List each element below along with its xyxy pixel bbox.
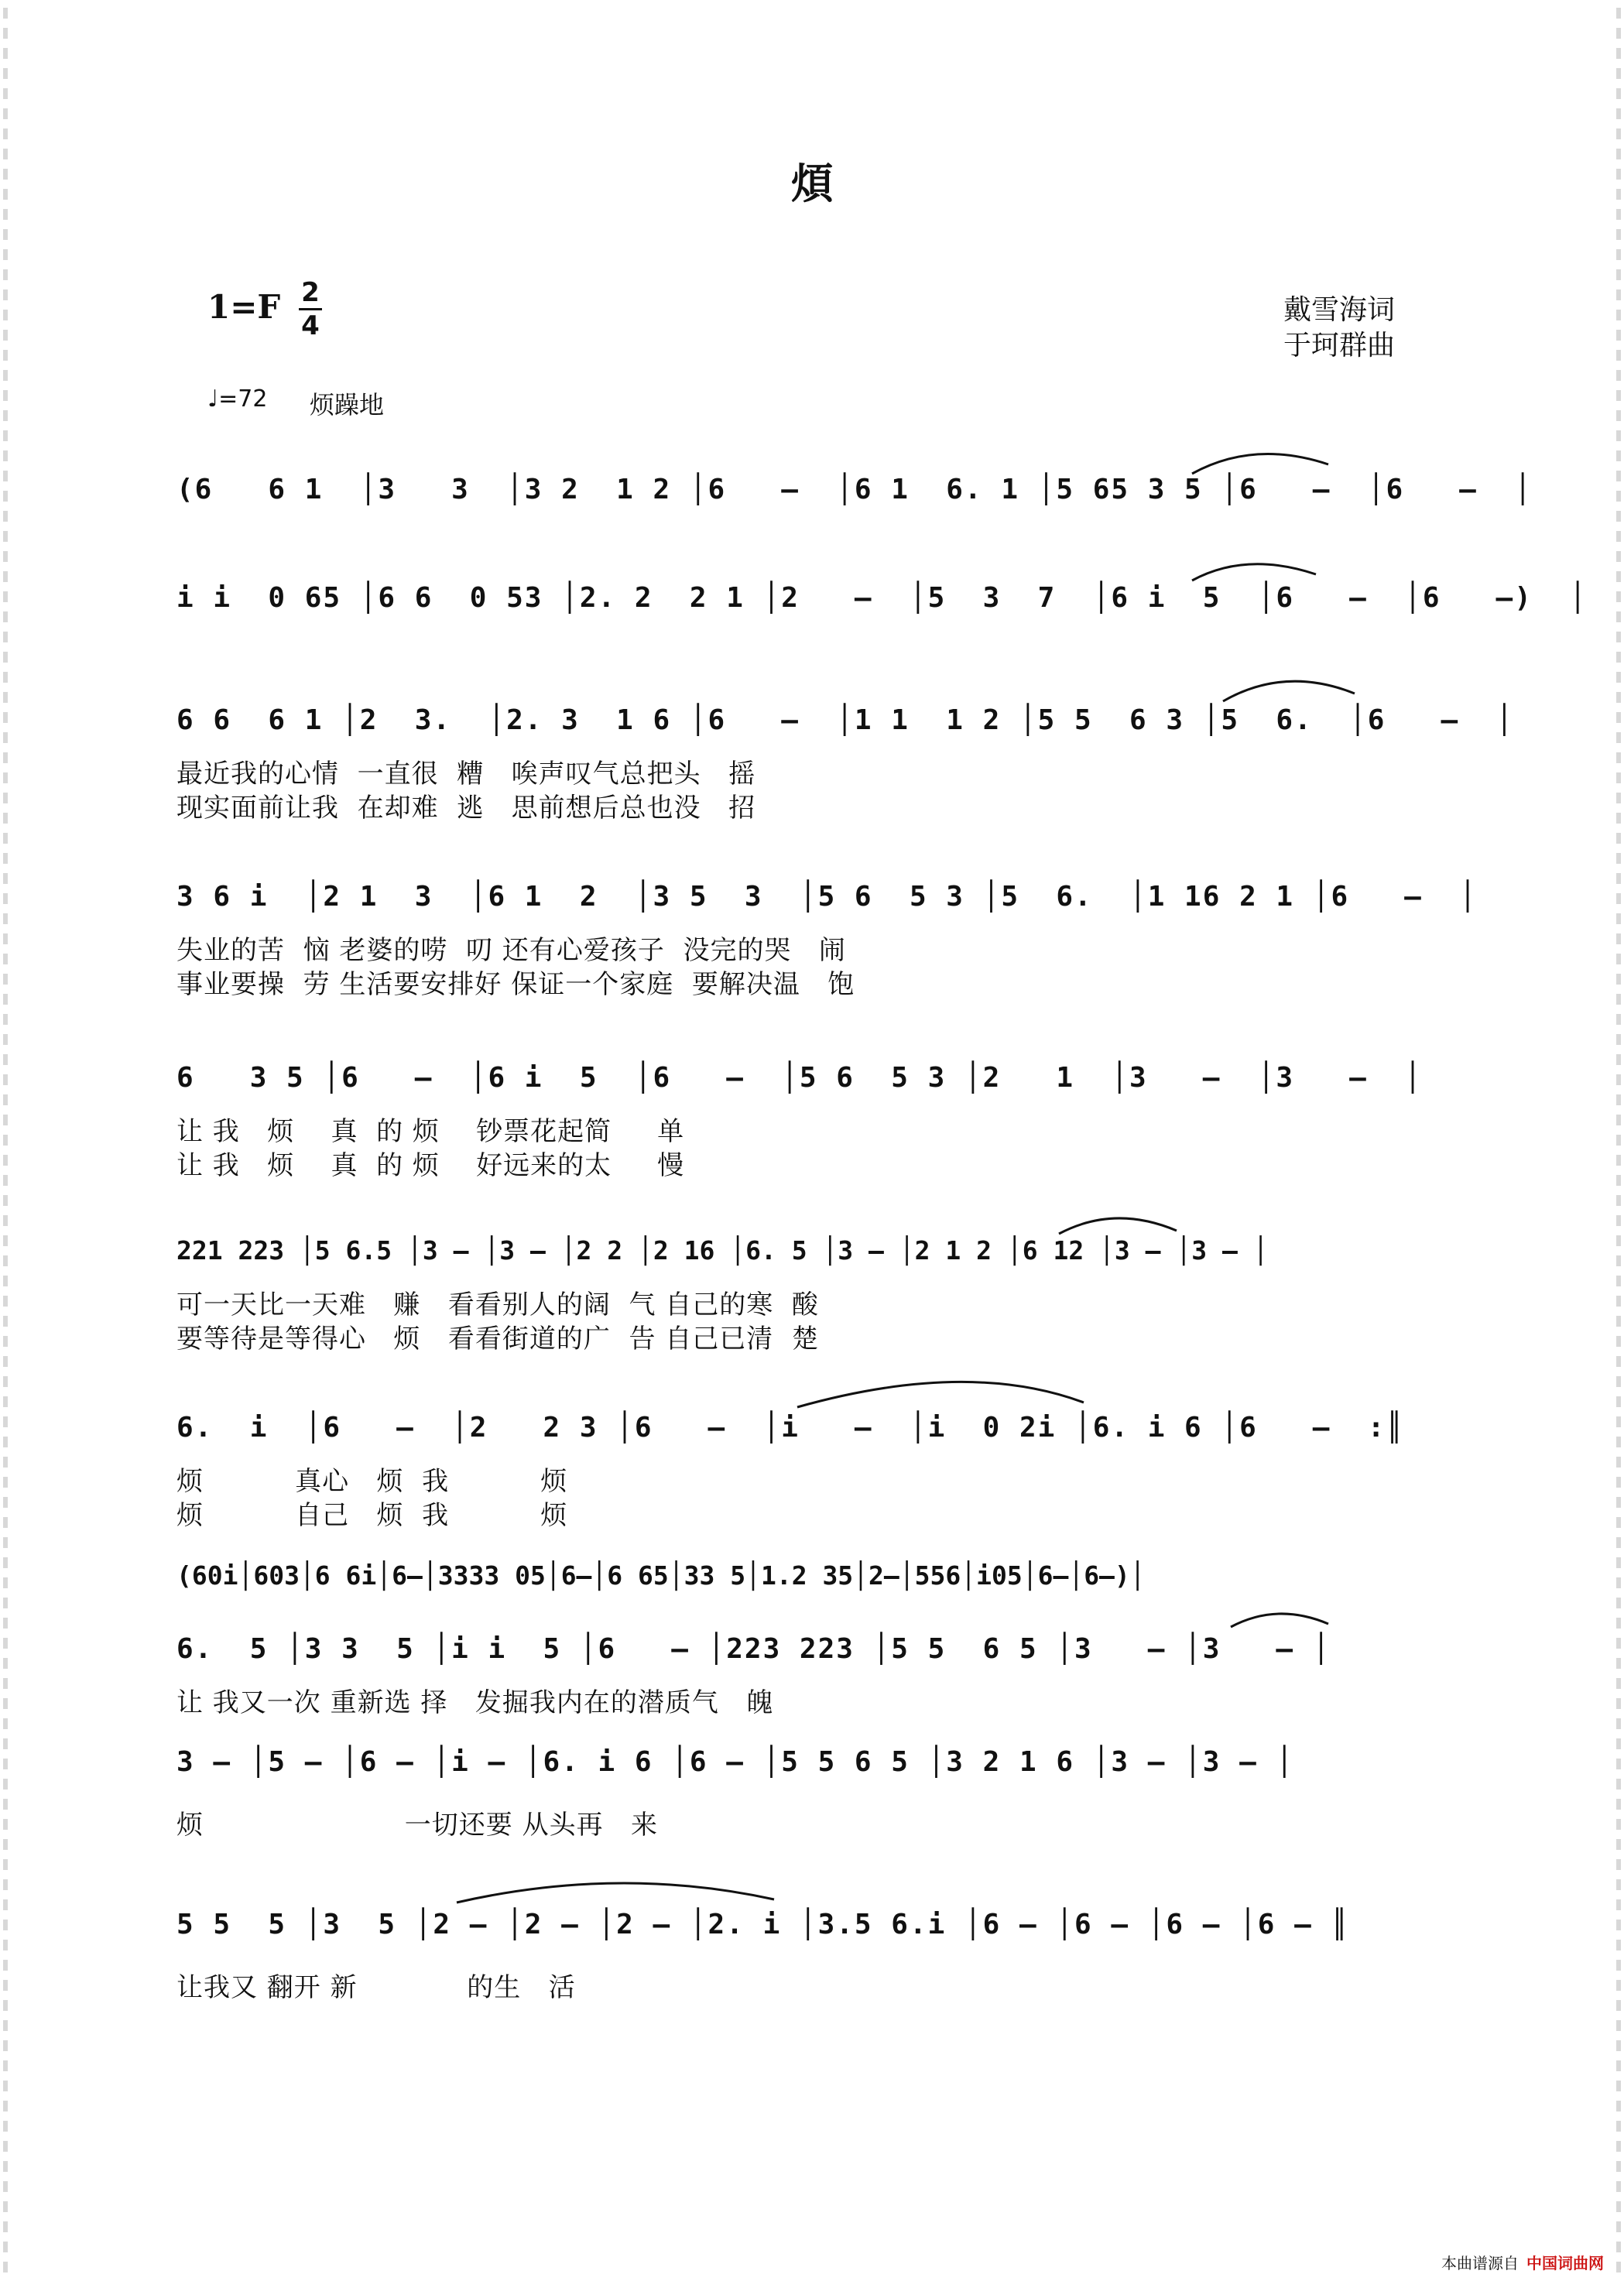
composer: 于珂群曲 bbox=[1283, 330, 1396, 361]
system-notes: 6. 5 │3 3 5 │i i 5 │6 – │223 223 │5 5 6 5 │3 – │3 – │ bbox=[176, 1633, 1331, 1665]
slur bbox=[1192, 564, 1316, 581]
system-notes: 5 5 5 │3 5 │2 – │2 – │2 – │2. i │3.5 6.i │6 – │6 – │6 – │6 – ║ bbox=[176, 1909, 1350, 1940]
time-signature-top: 2 bbox=[301, 277, 320, 308]
lyric-line: 烦 一切还要 从头再 来 bbox=[176, 1810, 658, 1841]
system-notes: 3 – │5 – │6 – │i – │6. i 6 │6 – │5 5 6 5 │3 2 1 6 │3 – │3 – │ bbox=[176, 1746, 1295, 1778]
system-notes: 6 3 5 │6 – │6 i 5 │6 – │5 6 5 3 │2 1 │3 – │3 – │ bbox=[176, 1062, 1423, 1094]
tempo-marking: ♩=72 bbox=[207, 385, 268, 413]
lyric-verse-2: 现实面前让我 在却难 逃 思前想后总也没 招 bbox=[176, 793, 756, 824]
key-signature: 1=F bbox=[207, 288, 281, 326]
song-title: 煩 bbox=[791, 159, 833, 208]
system-notes: (6 6 1 │3 3 │3 2 1 2 │6 – │6 1 6. 1 │5 65 3 5 │6 – │6 – │ bbox=[176, 474, 1533, 505]
lyric-line: 让 我又一次 重新选 择 发掘我内在的潜质气 魄 bbox=[176, 1687, 774, 1718]
slur bbox=[797, 1382, 1084, 1407]
system-notes: 6. i │6 – │2 2 3 │6 – │i – │i 0 2i │6. i 6 │6 – :║ bbox=[176, 1412, 1405, 1444]
slur bbox=[457, 1883, 774, 1903]
lyric-verse-1: 可一天比一天难 赚 看看别人的阔 气 自己的寒 酸 bbox=[176, 1289, 819, 1320]
system-notes: i i 0 65 │6 6 0 53 │2. 2 2 1 │2 – │5 3 7 │6 i 5 │6 – │6 –) │ bbox=[176, 582, 1588, 614]
lyric-line: 让我又 翻开 新 的生 活 bbox=[176, 1972, 576, 2003]
lyric-verse-2: 让 我 烦 真 的 烦 好远来的太 慢 bbox=[176, 1150, 685, 1181]
lyric-verse-2: 事业要操 劳 生活要安排好 保证一个家庭 要解决温 饱 bbox=[176, 969, 855, 1000]
source-footer bbox=[1441, 2251, 1604, 2273]
lyric-verse-2: 烦 自己 烦 我 烦 bbox=[176, 1500, 568, 1531]
source-site: 中国词曲网 bbox=[1526, 2254, 1604, 2272]
lyric-verse-1: 烦 真心 烦 我 烦 bbox=[176, 1466, 568, 1497]
lyricist: 戴雪海词 bbox=[1283, 294, 1396, 326]
slur bbox=[1223, 681, 1355, 701]
system-notes: 6 6 6 1 │2 3. │2. 3 1 6 │6 – │1 1 1 2 │5 5 6 3 │5 6. │6 – │ bbox=[176, 704, 1515, 736]
lyric-verse-2: 要等待是等得心 烦 看看街道的广 告 自己已清 楚 bbox=[176, 1324, 819, 1355]
expression-marking: 烦躁地 bbox=[310, 390, 385, 420]
source-label: 本曲谱源自 bbox=[1441, 2254, 1519, 2272]
slur bbox=[1192, 454, 1328, 474]
lyric-verse-1: 让 我 烦 真 的 烦 钞票花起简 单 bbox=[176, 1116, 685, 1147]
lyric-verse-1: 最近我的心情 一直很 糟 唉声叹气总把头 摇 bbox=[176, 759, 756, 789]
slur bbox=[1059, 1218, 1177, 1234]
system-notes: 3 6 i │2 1 3 │6 1 2 │3 5 3 │5 6 5 3 │5 6. │1 16 2 1 │6 – │ bbox=[176, 881, 1478, 913]
system-notes: 221 223 │5 6.5 │3 – │3 – │2 2 │2 16 │6. 5 │3 – │2 1 2 │6 12 │3 – │3 – │ bbox=[176, 1235, 1269, 1266]
system-notes: (60i│603│6 6i│6–│3333 05│6–│6 65│33 5│1.2 35│2–│556│i05│6–│6–)│ bbox=[176, 1560, 1146, 1591]
slur bbox=[1231, 1614, 1328, 1627]
time-signature-bottom: 4 bbox=[301, 310, 320, 341]
lyric-verse-1: 失业的苦 恼 老婆的唠 叨 还有心爱孩子 没完的哭 闹 bbox=[176, 935, 846, 966]
